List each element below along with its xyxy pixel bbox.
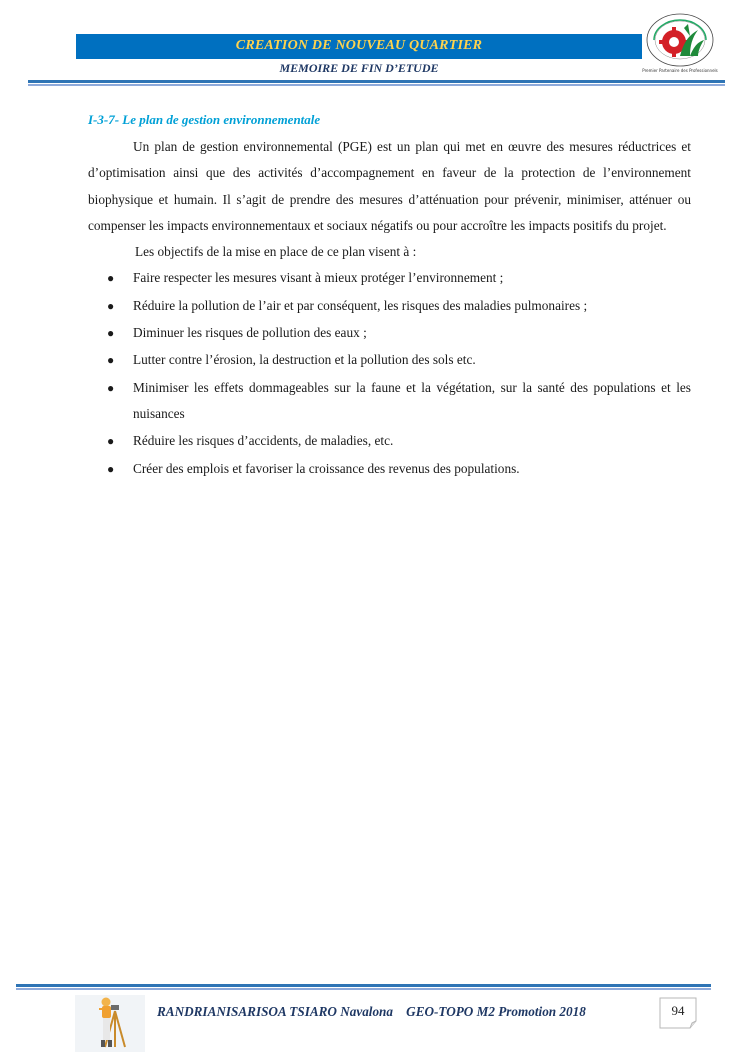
list-item (88, 456, 691, 482)
page-number-box (659, 997, 697, 1029)
objectives-list (88, 265, 691, 481)
list-item-text: Réduire les risques d’accidents, de maladies, etc. (133, 433, 394, 449)
footer-author: RANDRIANISARISOA TSIARO Navalona (157, 1004, 393, 1019)
paragraph-text: Un plan de gestion environnemental (PGE) est un plan qui met en œuvre des mesures réductrices et d’optimisation ainsi que des activités d’accompagnement en faveur de la protection de l’environnement biophysique et humain. Il s’agit de prendre des mesures d’atténuation pour prévenir, minimiser, atténuer ou compenser les impacts environnementaux et sociaux négatifs ou pour accroître les impacts positifs du projet. (88, 139, 691, 233)
header-rule (28, 80, 725, 88)
list-item (88, 347, 691, 373)
intro-paragraph (88, 134, 691, 239)
list-item (88, 293, 691, 319)
objectives-intro: Les objectifs de la mise en place de ce plan visent à : (135, 244, 417, 260)
bullet-dot-icon: ● (107, 353, 115, 368)
header-bar (76, 34, 642, 59)
school-logo-icon (640, 12, 724, 78)
list-item-text: Réduire la pollution de l’air et par conséquent, les risques des maladies pulmonaires ; (133, 297, 588, 313)
list-item (88, 320, 691, 346)
svg-text:Premier Partenaire des Profess: Premier Partenaire des Professionnels (642, 68, 718, 73)
surveyor-tripod-icon (75, 995, 145, 1052)
page-content (88, 112, 691, 483)
section-title: I-3-7- Le plan de gestion environnementale (88, 112, 321, 127)
list-item-text: Minimiser les effets dommageables sur la faune et la végétation, sur la santé des populations et les nuisances (133, 379, 691, 421)
header-title: CREATION DE NOUVEAU QUARTIER (235, 38, 483, 53)
list-item-text: Créer des emplois et favoriser la croissance des revenus des populations. (133, 460, 520, 476)
bullet-dot-icon: ● (107, 434, 115, 449)
list-item-text: Faire respecter les mesures visant à mieux protéger l’environnement ; (133, 270, 504, 286)
list-item-text: Lutter contre l’érosion, la destruction et la pollution des sols etc. (133, 352, 476, 368)
page-number: 94 (671, 1003, 685, 1018)
list-item (88, 265, 691, 291)
list-item (88, 428, 691, 454)
bullet-dot-icon: ● (107, 271, 115, 286)
list-item-text: Diminuer les risques de pollution des eaux ; (133, 325, 367, 341)
bullet-dot-icon: ● (107, 461, 115, 476)
footer-program: GEO-TOPO M2 Promotion 2018 (406, 1004, 586, 1019)
footer-rule (16, 984, 711, 992)
bullet-dot-icon: ● (107, 326, 115, 341)
header-subtitle: MEMOIRE DE FIN D’ETUDE (279, 61, 439, 75)
list-item (88, 375, 691, 428)
bullet-dot-icon: ● (107, 380, 115, 395)
bullet-dot-icon: ● (107, 298, 115, 313)
footer-text (157, 1004, 586, 1020)
